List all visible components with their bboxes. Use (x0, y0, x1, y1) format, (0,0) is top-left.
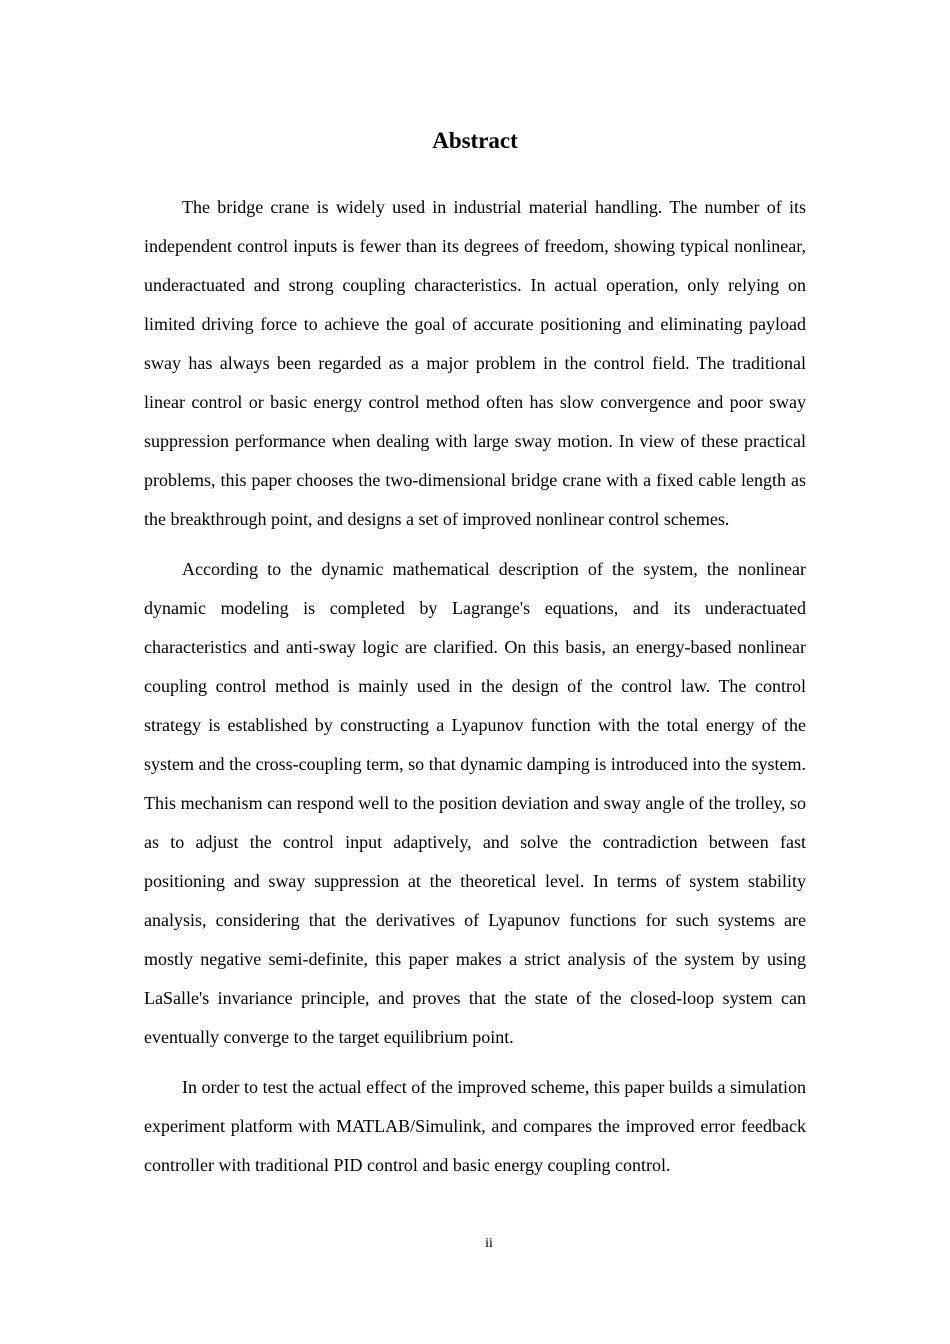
abstract-paragraph: The bridge crane is widely used in industrial material handling. The number of its independent control inputs is fewer than its degrees of freedom, showing typical nonlinear, underactuated and strong coupling characteristics. In actual operation, only relying on limited driving force to achieve the goal of accurate positioning and eliminating payload sway has always been regarded as a major problem in the control field. The traditional linear control or basic energy control method often has slow convergence and poor sway suppression performance when dealing with large sway motion. In view of these practical problems, this paper chooses the two-dimensional bridge crane with a fixed cable length as the breakthrough point, and designs a set of improved nonlinear control schemes. (144, 197, 806, 529)
page-title: Abstract (432, 128, 518, 153)
abstract-paragraph: According to the dynamic mathematical description of the system, the nonlinear dynamic modeling is completed by Lagrange's equations, and its underactuated characteristics and anti-sway logic are clarified. On this basis, an energy-based nonlinear coupling control method is mainly used in the design of the control law. The control strategy is established by constructing a Lyapunov function with the total energy of the system and the cross-coupling term, so that dynamic damping is introduced into the system. This mechanism can respond well to the position deviation and sway angle of the trolley, so as to adjust the control input adaptively, and solve the contradiction between fast positioning and sway suppression at the theoretical level. In terms of system stability analysis, considering that the derivatives of Lyapunov functions for such systems are mostly negative semi-definite, this paper makes a strict analysis of the system by using LaSalle's invariance principle, and proves that the state of the closed-loop system can eventually converge to the target equilibrium point. (144, 559, 806, 1047)
abstract-body (144, 188, 806, 1196)
page-number: ii (485, 1236, 493, 1251)
abstract-paragraph: In order to test the actual effect of the improved scheme, this paper builds a simulation experiment platform with MATLAB/Simulink, and compares the improved error feedback controller with traditional PID control and basic energy coupling control. (144, 1077, 806, 1175)
